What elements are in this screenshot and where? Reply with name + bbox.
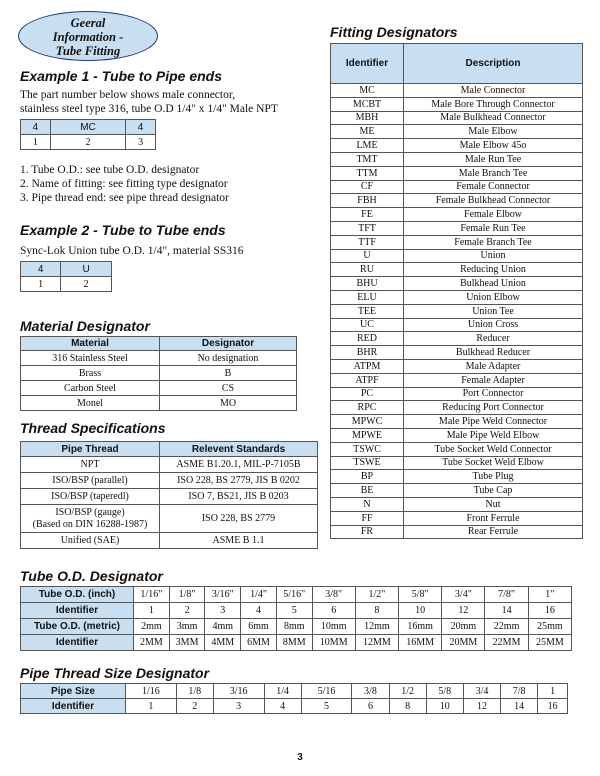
example-1-note-3: 3. Pipe thread end: see pipe thread designator bbox=[20, 192, 229, 204]
value-cell: 7/8" bbox=[485, 587, 528, 603]
badge-line-1: Geeral bbox=[70, 16, 106, 30]
value-cell: 6MM bbox=[241, 635, 277, 651]
thread-table bbox=[20, 441, 318, 549]
table-row bbox=[331, 428, 583, 442]
thread-title: Thread Specifications bbox=[20, 420, 166, 436]
fitting-identifier-cell: TTF bbox=[331, 235, 404, 249]
table-row bbox=[331, 456, 583, 470]
fitting-description-cell: Tube Socket Weld Elbow bbox=[404, 456, 583, 470]
ex2-num-cell: 2 bbox=[61, 277, 112, 292]
value-cell: 5/16 bbox=[301, 684, 352, 699]
value-cell: 1/16" bbox=[134, 587, 170, 603]
thread-gauge-note: (Based on DIN 16288-1987) bbox=[32, 518, 148, 530]
ex1-code-cell: 4 bbox=[126, 120, 156, 135]
fitting-description-cell: Union bbox=[404, 249, 583, 263]
table-row bbox=[331, 152, 583, 166]
table-row bbox=[331, 84, 583, 98]
value-cell: 6 bbox=[312, 603, 355, 619]
table-row bbox=[331, 373, 583, 387]
fitting-description-cell: Bulkhead Reducer bbox=[404, 346, 583, 360]
example-2-table bbox=[20, 261, 112, 292]
ex1-num-cell: 1 bbox=[21, 135, 51, 150]
table-row bbox=[21, 699, 568, 714]
ex2-code-cell: 4 bbox=[21, 262, 61, 277]
pipe-thread-size-table bbox=[20, 683, 568, 714]
value-cell: 1 bbox=[126, 699, 177, 714]
value-cell: 1/16 bbox=[126, 684, 177, 699]
fitting-description-cell: Rear Ferrule bbox=[404, 525, 583, 539]
example-1-desc-1: The part number below shows male connector, bbox=[20, 89, 236, 101]
value-cell: 4MM bbox=[205, 635, 241, 651]
fitting-description-cell: Front Ferrule bbox=[404, 511, 583, 525]
fitting-identifier-cell: MCBT bbox=[331, 97, 404, 111]
fitting-description-cell: Male Pipe Weld Elbow bbox=[404, 428, 583, 442]
fitting-description-cell: Female Elbow bbox=[404, 208, 583, 222]
example-1-desc-2: stainless steel type 316, tube O.D 1/4" x 1/4" Male NPT bbox=[20, 103, 278, 115]
value-cell: 3/16" bbox=[205, 587, 241, 603]
material-cell: Brass bbox=[21, 366, 160, 381]
section-badge bbox=[18, 11, 158, 61]
value-cell: 16 bbox=[528, 603, 571, 619]
value-cell: 8mm bbox=[276, 619, 312, 635]
fitting-identifier-cell: FBH bbox=[331, 194, 404, 208]
value-cell: 5/8 bbox=[426, 684, 463, 699]
identifier-header: Identifier bbox=[331, 44, 404, 84]
table-row bbox=[331, 525, 583, 539]
thread-cell: ISO/BSP (parallel) bbox=[21, 473, 160, 489]
value-cell: 5 bbox=[276, 603, 312, 619]
value-cell: 12MM bbox=[355, 635, 398, 651]
fitting-identifier-cell: FR bbox=[331, 525, 404, 539]
value-cell: 2mm bbox=[134, 619, 170, 635]
fitting-identifier-cell: MPWC bbox=[331, 415, 404, 429]
ex2-num-cell: 1 bbox=[21, 277, 61, 292]
value-cell: 2MM bbox=[134, 635, 170, 651]
example-1-title: Example 1 - Tube to Pipe ends bbox=[20, 68, 223, 84]
table-row bbox=[331, 332, 583, 346]
table-row bbox=[331, 497, 583, 511]
row-label-cell: Pipe Size bbox=[21, 684, 126, 699]
value-cell: 6mm bbox=[241, 619, 277, 635]
fitting-identifier-cell: ELU bbox=[331, 290, 404, 304]
value-cell: 1 bbox=[134, 603, 170, 619]
table-row bbox=[331, 277, 583, 291]
material-cell: Monel bbox=[21, 396, 160, 411]
fitting-description-cell: Union Tee bbox=[404, 304, 583, 318]
value-cell: 3/4 bbox=[463, 684, 500, 699]
fitting-description-cell: Union Elbow bbox=[404, 290, 583, 304]
value-cell: 16mm bbox=[399, 619, 442, 635]
tube-od-title: Tube O.D. Designator bbox=[20, 568, 163, 584]
material-title: Material Designator bbox=[20, 318, 150, 334]
material-cell: Carbon Steel bbox=[21, 381, 160, 396]
table-row bbox=[331, 249, 583, 263]
value-cell: 5/8" bbox=[399, 587, 442, 603]
designator-cell: B bbox=[160, 366, 297, 381]
value-cell: 16MM bbox=[399, 635, 442, 651]
table-row bbox=[331, 346, 583, 360]
ex1-code-cell: MC bbox=[50, 120, 125, 135]
fitting-description-cell: Female Branch Tee bbox=[404, 235, 583, 249]
value-cell: 1/4" bbox=[241, 587, 277, 603]
value-cell: 3 bbox=[213, 699, 264, 714]
fitting-description-cell: Union Cross bbox=[404, 318, 583, 332]
fitting-identifier-cell: LME bbox=[331, 139, 404, 153]
table-row bbox=[331, 442, 583, 456]
designator-cell: MO bbox=[160, 396, 297, 411]
table-row bbox=[331, 235, 583, 249]
value-cell: 5/16" bbox=[276, 587, 312, 603]
page-number: 3 bbox=[297, 752, 303, 763]
standard-cell: ISO 7, BS21, JIS B 0203 bbox=[160, 489, 318, 505]
fitting-rows bbox=[331, 84, 583, 539]
value-cell: 3/8 bbox=[352, 684, 389, 699]
value-cell: 3/8" bbox=[312, 587, 355, 603]
value-cell: 10 bbox=[426, 699, 463, 714]
fitting-description-cell: Male Bulkhead Connector bbox=[404, 111, 583, 125]
designator-cell: No designation bbox=[160, 351, 297, 366]
row-label-cell: Identifier bbox=[21, 699, 126, 714]
value-cell: 7/8 bbox=[501, 684, 538, 699]
thread-gauge-name: ISO/BSP (gauge) bbox=[55, 506, 125, 518]
material-table bbox=[20, 336, 297, 411]
value-cell: 14 bbox=[485, 603, 528, 619]
table-row bbox=[331, 125, 583, 139]
row-label-cell: Identifier bbox=[21, 603, 134, 619]
fitting-description-cell: Tube Socket Weld Connector bbox=[404, 442, 583, 456]
table-row bbox=[21, 619, 572, 635]
fitting-description-cell: Bulkhead Union bbox=[404, 277, 583, 291]
table-row bbox=[331, 401, 583, 415]
value-cell: 1/2" bbox=[355, 587, 398, 603]
badge-line-3: Tube Fitting bbox=[55, 44, 121, 58]
example-2-desc: Sync-Lok Union tube O.D. 1/4", material SS316 bbox=[20, 245, 244, 257]
table-row bbox=[331, 111, 583, 125]
ex2-code-cell: U bbox=[61, 262, 112, 277]
ex1-num-cell: 2 bbox=[50, 135, 125, 150]
value-cell: 20mm bbox=[442, 619, 485, 635]
value-cell: 25MM bbox=[528, 635, 571, 651]
fitting-description-cell: Male Elbow 45o bbox=[404, 139, 583, 153]
standard-cell: ISO 228, BS 2779, JIS B 0202 bbox=[160, 473, 318, 489]
fitting-description-cell: Tube Cap bbox=[404, 484, 583, 498]
value-cell: 2 bbox=[169, 603, 205, 619]
fitting-identifier-cell: RPC bbox=[331, 401, 404, 415]
row-label-cell: Tube O.D. (metric) bbox=[21, 619, 134, 635]
value-cell: 3/4" bbox=[442, 587, 485, 603]
pipe-thread-size-title: Pipe Thread Size Designator bbox=[20, 665, 210, 681]
standard-cell: ASME B 1.1 bbox=[160, 533, 318, 549]
fitting-description-cell: Male Connector bbox=[404, 84, 583, 98]
value-cell: 22MM bbox=[485, 635, 528, 651]
designator-cell: CS bbox=[160, 381, 297, 396]
value-cell: 3MM bbox=[169, 635, 205, 651]
value-cell: 3/16 bbox=[213, 684, 264, 699]
description-header: Description bbox=[404, 44, 583, 84]
fitting-identifier-cell: FE bbox=[331, 208, 404, 222]
fitting-description-cell: Tube Plug bbox=[404, 470, 583, 484]
fitting-identifier-cell: TMT bbox=[331, 152, 404, 166]
value-cell: 12mm bbox=[355, 619, 398, 635]
fitting-identifier-cell: N bbox=[331, 497, 404, 511]
value-cell: 12 bbox=[463, 699, 500, 714]
badge-line-2: Information - bbox=[52, 30, 124, 44]
standard-cell: ISO 228, BS 2779 bbox=[160, 505, 318, 533]
value-cell: 2 bbox=[176, 699, 213, 714]
row-label-cell: Tube O.D. (inch) bbox=[21, 587, 134, 603]
fitting-description-cell: Female Bulkhead Connector bbox=[404, 194, 583, 208]
table-row bbox=[331, 97, 583, 111]
value-cell: 5 bbox=[301, 699, 352, 714]
fitting-description-cell: Port Connector bbox=[404, 387, 583, 401]
table-row bbox=[331, 166, 583, 180]
fitting-identifier-cell: UC bbox=[331, 318, 404, 332]
material-cell: 316 Stainless Steel bbox=[21, 351, 160, 366]
example-2-title: Example 2 - Tube to Tube ends bbox=[20, 222, 226, 238]
fitting-identifier-cell: ATPM bbox=[331, 359, 404, 373]
table-row bbox=[331, 180, 583, 194]
value-cell: 4 bbox=[264, 699, 301, 714]
fitting-description-cell: Female Run Tee bbox=[404, 221, 583, 235]
value-cell: 1" bbox=[528, 587, 571, 603]
fitting-identifier-cell: TSWE bbox=[331, 456, 404, 470]
fitting-identifier-cell: MBH bbox=[331, 111, 404, 125]
fitting-description-cell: Male Branch Tee bbox=[404, 166, 583, 180]
value-cell: 1/8" bbox=[169, 587, 205, 603]
value-cell: 14 bbox=[501, 699, 538, 714]
fitting-identifier-cell: ATPF bbox=[331, 373, 404, 387]
fitting-identifier-cell: PC bbox=[331, 387, 404, 401]
table-row bbox=[331, 304, 583, 318]
value-cell: 4 bbox=[241, 603, 277, 619]
fitting-title: Fitting Designators bbox=[330, 24, 458, 40]
table-row bbox=[331, 387, 583, 401]
material-header: Material bbox=[21, 337, 160, 351]
value-cell: 1/4 bbox=[264, 684, 301, 699]
fitting-description-cell: Nut bbox=[404, 497, 583, 511]
fitting-identifier-cell: BE bbox=[331, 484, 404, 498]
value-cell: 20MM bbox=[442, 635, 485, 651]
table-row bbox=[331, 263, 583, 277]
fitting-identifier-cell: FF bbox=[331, 511, 404, 525]
value-cell: 6 bbox=[352, 699, 389, 714]
fitting-description-cell: Reducing Port Connector bbox=[404, 401, 583, 415]
fitting-identifier-cell: TSWC bbox=[331, 442, 404, 456]
thread-cell-gauge bbox=[21, 505, 160, 533]
pipe-thread-size-rows bbox=[21, 684, 568, 714]
table-row bbox=[21, 684, 568, 699]
table-row bbox=[331, 290, 583, 304]
table-row bbox=[331, 359, 583, 373]
thread-cell: ISO/BSP (taperedl) bbox=[21, 489, 160, 505]
fitting-description-cell: Male Bore Through Connector bbox=[404, 97, 583, 111]
fitting-description-cell: Female Adapter bbox=[404, 373, 583, 387]
table-row bbox=[21, 603, 572, 619]
thread-cell: NPT bbox=[21, 457, 160, 473]
fitting-table bbox=[330, 43, 583, 539]
fitting-description-cell: Female Connector bbox=[404, 180, 583, 194]
value-cell: 10mm bbox=[312, 619, 355, 635]
table-row bbox=[21, 587, 572, 603]
table-row bbox=[331, 139, 583, 153]
example-1-note-2: 2. Name of fitting: see fitting type designator bbox=[20, 178, 228, 190]
table-row bbox=[331, 221, 583, 235]
fitting-description-cell: Reducing Union bbox=[404, 263, 583, 277]
fitting-description-cell: Male Run Tee bbox=[404, 152, 583, 166]
value-cell: 8 bbox=[355, 603, 398, 619]
value-cell: 1/8 bbox=[176, 684, 213, 699]
fitting-identifier-cell: ME bbox=[331, 125, 404, 139]
fitting-identifier-cell: TFT bbox=[331, 221, 404, 235]
example-1-note-1: 1. Tube O.D.: see tube O.D. designator bbox=[20, 164, 200, 176]
value-cell: 3 bbox=[205, 603, 241, 619]
ex1-code-cell: 4 bbox=[21, 120, 51, 135]
value-cell: 25mm bbox=[528, 619, 571, 635]
fitting-identifier-cell: TEE bbox=[331, 304, 404, 318]
row-label-cell: Identifier bbox=[21, 635, 134, 651]
value-cell: 12 bbox=[442, 603, 485, 619]
value-cell: 1/2 bbox=[389, 684, 426, 699]
value-cell: 3mm bbox=[169, 619, 205, 635]
value-cell: 10MM bbox=[312, 635, 355, 651]
fitting-identifier-cell: CF bbox=[331, 180, 404, 194]
fitting-identifier-cell: MC bbox=[331, 84, 404, 98]
tube-od-table bbox=[20, 586, 572, 651]
fitting-description-cell: Male Elbow bbox=[404, 125, 583, 139]
table-row bbox=[331, 415, 583, 429]
fitting-identifier-cell: BHR bbox=[331, 346, 404, 360]
designator-header: Designator bbox=[160, 337, 297, 351]
fitting-description-cell: Reducer bbox=[404, 332, 583, 346]
table-row bbox=[331, 194, 583, 208]
tube-od-rows bbox=[21, 587, 572, 651]
table-row bbox=[21, 635, 572, 651]
table-row bbox=[331, 208, 583, 222]
fitting-description-cell: Male Pipe Weld Connector bbox=[404, 415, 583, 429]
table-row bbox=[331, 511, 583, 525]
value-cell: 22mm bbox=[485, 619, 528, 635]
fitting-identifier-cell: BP bbox=[331, 470, 404, 484]
fitting-identifier-cell: RED bbox=[331, 332, 404, 346]
value-cell: 4mm bbox=[205, 619, 241, 635]
fitting-identifier-cell: MPWE bbox=[331, 428, 404, 442]
table-row bbox=[331, 318, 583, 332]
fitting-description-cell: Male Adapter bbox=[404, 359, 583, 373]
standards-header: Relevent Standards bbox=[160, 442, 318, 457]
fitting-identifier-cell: TTM bbox=[331, 166, 404, 180]
value-cell: 16 bbox=[538, 699, 568, 714]
value-cell: 10 bbox=[399, 603, 442, 619]
pipe-thread-header: Pipe Thread bbox=[21, 442, 160, 457]
table-row bbox=[331, 470, 583, 484]
example-1-table bbox=[20, 119, 156, 150]
ex1-num-cell: 3 bbox=[126, 135, 156, 150]
standard-cell: ASME B1.20.1, MIL-P-7105B bbox=[160, 457, 318, 473]
value-cell: 8MM bbox=[276, 635, 312, 651]
value-cell: 8 bbox=[389, 699, 426, 714]
value-cell: 1 bbox=[538, 684, 568, 699]
fitting-identifier-cell: BHU bbox=[331, 277, 404, 291]
table-row bbox=[331, 484, 583, 498]
fitting-identifier-cell: U bbox=[331, 249, 404, 263]
fitting-identifier-cell: RU bbox=[331, 263, 404, 277]
thread-cell: Unified (SAE) bbox=[21, 533, 160, 549]
